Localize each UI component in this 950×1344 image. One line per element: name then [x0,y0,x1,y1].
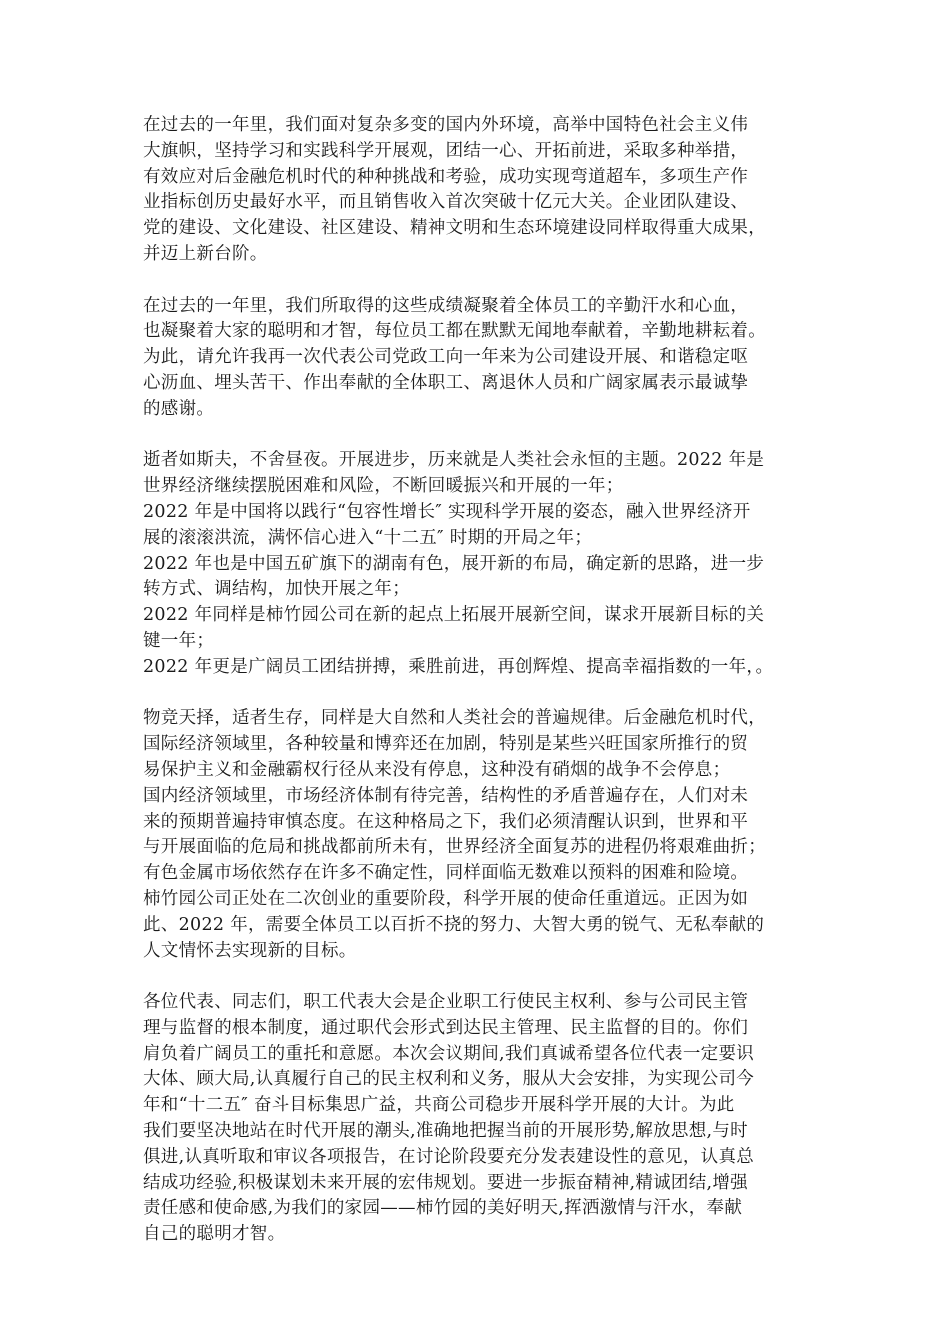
text-line: 理与监督的根本制度，通过职代会形式到达民主管理、民主监督的目的。你们 [143,1017,749,1038]
text-line: 结成功经验,积极谋划未来开展的宏伟规划。要进一步振奋精神,精诚团结,增强 [143,1172,748,1193]
text-line: 2022 年也是中国五矿旗下的湖南有色，展开新的布局，确定新的思路，进一步 [143,553,765,574]
text-line: 2022 年同样是柿竹园公司在新的起点上拓展开展新空间，谋求开展新目标的关 [143,605,765,626]
text-line: 此、2022 年，需要全体员工以百折不挠的努力、大智大勇的锐气、无私奉献的 [143,914,765,935]
text-line: 党的建设、文化建设、社区建设、精神文明和生态环境建设同样取得重大成果， [143,218,766,239]
text-line: 国际经济领域里，各种较量和博弈还在加剧，特别是某些兴旺国家所推行的贸 [143,734,749,755]
text-line: 责任感和使命感,为我们的家园——柿竹园的美好明天,挥洒激情与汗水，奉献 [143,1198,743,1219]
text-line: 转方式、调结构，加快开展之年； [143,579,410,600]
text-line: 有色金属市场依然存在许多不确定性，同样面临无数难以预料的困难和险境。 [143,863,749,884]
text-line: 年和“十二五″ 奋斗目标集思广益，共商公司稳步开展科学开展的大计。为此 [143,1095,735,1116]
text-line: 2022 年是中国将以践行“包容性增长″ 实现科学开展的姿态，融入世界经济开 [143,501,751,522]
text-line: 国内经济领域里，市场经济体制有待完善，结构性的矛盾普遍存在，人们对未 [143,785,749,806]
paragraph-4 [143,706,813,964]
text-line: 在过去的一年里，我们面对复杂多变的国内外环境，高举中国特色社会主义伟 [143,115,749,135]
text-line: 也凝聚着大家的聪明和才智，每位员工都在默默无闻地奉献着，辛勤地耕耘着。 [143,321,766,342]
text-line: 物竞天择，适者生存，同样是大自然和人类社会的普遍规律。后金融危机时代， [143,708,766,729]
paragraph-2 [143,294,813,423]
text-line: 肩负着广阔员工的重托和意愿。本次会议期间,我们真诚希望各位代表一定要识 [143,1043,755,1064]
text-line: 大体、顾大局,认真履行自己的民主权利和义务，服从大会安排，为实现公司今 [143,1069,755,1090]
text-line: 的感谢。 [143,398,215,419]
text-line: 与开展面临的危局和挑战都前所未有，世界经济全面复苏的进程仍将艰难曲折； [143,837,766,858]
text-line: 有效应对后金融危机时代的种种挑战和考验，成功实现弯道超车，多项生产作 [143,166,749,187]
text-line: 世界经济继续摆脱困难和风险，不断回暖振兴和开展的一年； [143,476,624,497]
text-line: 2022 年更是广阔员工团结拼搏，乘胜前进，再创辉煌、提高幸福指数的一年，。 [143,656,774,677]
paragraph-5 [143,990,813,1248]
text-line: 为此，请允许我再一次代表公司党政工向一年来为公司建设开展、和谐稳定呕 [143,347,749,368]
text-line: 易保护主义和金融霸权行径从来没有停息，这种没有硝烟的战争不会停息； [143,759,731,780]
text-line: 逝者如斯夫，不舍昼夜。开展进步，历来就是人类社会永恒的主题。2022 年是 [143,450,765,471]
text-line: 人文情怀去实现新的目标。 [143,940,357,961]
text-line: 各位代表、同志们，职工代表大会是企业职工行使民主权利、参与公司民主管 [143,992,749,1013]
text-line: 心沥血、埋头苦干、作出奉献的全体职工、离退休人员和广阔家属表示最诚挚 [143,372,749,393]
paragraph-3 [143,448,813,680]
paragraph-1 [143,113,813,268]
text-line: 展的滚滚洪流，满怀信心进入“十二五″ 时期的开局之年； [143,527,593,548]
text-line: 并迈上新台阶。 [143,243,268,264]
document-body [143,113,813,1248]
text-line: 来的预期普遍持审慎态度。在这种格局之下，我们必须清醒认识到，世界和平 [143,811,749,832]
text-line: 业指标创历史最好水平，而且销售收入首次突破十亿元大关。企业团队建设、 [143,192,749,213]
text-line: 俱进,认真听取和审议各项报告，在讨论阶段要充分发表建设性的意见，认真总 [143,1146,755,1167]
text-line: 在过去的一年里，我们所取得的这些成绩凝聚着全体员工的辛勤汗水和心血， [143,295,749,316]
text-line: 柿竹园公司正处在二次创业的重要阶段，科学开展的使命任重道远。正因为如 [143,888,749,909]
text-line: 自己的聪明才智。 [143,1224,286,1245]
text-line: 大旗帜，坚持学习和实践科学开展观，团结一心、开拓前进，采取多种举措， [143,140,749,161]
text-line: 我们要坚决地站在时代开展的潮头,准确地把握当前的开展形势,解放思想,与时 [143,1121,748,1142]
text-line: 键一年； [143,630,215,651]
